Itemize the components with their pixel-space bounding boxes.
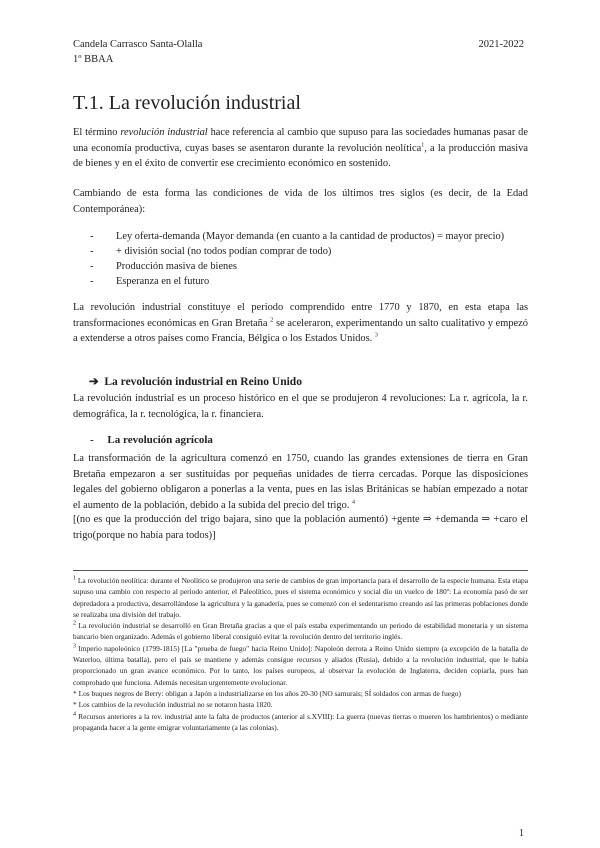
period-text-start: La revolución industrial constituye el periodo comprendido entre 1770 y 1870, en esta etapa las transformaciones económicas en Gran Bretaña (73, 302, 528, 329)
footnotes (73, 575, 528, 733)
footnote-number: 2 (73, 620, 76, 627)
footnote-number: 4 (73, 711, 76, 718)
bullet-text: + división social (no todos podían comprar de todo) (116, 246, 332, 257)
intro-text-start: El término (73, 127, 118, 138)
agricultural-text: La transformación de la agricultura comenzó en 1750, cuando las grandes extensiones de tierra en Gran Bretaña empezaron a ser sustituidas por pequeñas unidades de tierra cercadas. Porque las disposiciones legales del gobierno obligaron a ponerlas a la venta, pues en las islas Británicas se habían empezado a notar el aumento de la población, debido a la subida del precio del trigo. (73, 453, 528, 511)
intro-text-mid: hace referencia al cambio que supuso para las sociedades humanas pasar de una economía productiva, cuyas bases se asentaron durante la revolución neolítica (73, 127, 528, 154)
bullet-text: Producción masiva de bienes (116, 261, 237, 272)
bullet-text: Ley oferta-demanda (Mayor demanda (en cuanto a la cantidad de productos) = mayor precio) (116, 231, 505, 242)
footnote (73, 620, 528, 643)
footnote (73, 688, 528, 699)
footnote (73, 575, 528, 620)
list-item (90, 259, 530, 275)
footnote-ref[interactable]: 1 (421, 142, 425, 149)
list-item (90, 229, 530, 245)
arrow-icon: ➔ (89, 376, 99, 388)
list-item (90, 244, 530, 260)
footnote-text: Los buques negros de Berry: obligan a Japón a industrializarse en los años 20-30 (NO samurais; SÍ soldados con armas de fuego) (78, 688, 461, 698)
page-title: T.1. La revolución industrial (73, 92, 301, 114)
bullet-dash: - (90, 231, 94, 242)
footnote (73, 643, 528, 688)
intro-paragraph-2: Cambiando de esta forma las condiciones de vida de los últimos tres siglos (es decir, de la Edad Contemporánea): (73, 188, 528, 215)
footnote-number: 1 (73, 575, 76, 582)
period-paragraph (73, 300, 528, 347)
agricultural-paragraph (73, 451, 528, 513)
footnote-text: La revolución neolítica: durante el Neolítico se produjeron una serie de cambios de gran importancia para el desarrollo de la especie humana. Esta etapa supuso una cambio con respecto al periodo anterior, el Paleolítico, pues el sistema económico y social dio un vuelco de 180º: La economía pasó de ser depredadora a productiva, desarrollándose la agricultura y la ganadería, pues se comenzó con el sedentarismo creando así las primeras poblaciones donde se realizaba una división del trabajo. (73, 576, 528, 619)
footnote (73, 699, 528, 710)
footnote-ref[interactable]: 2 (270, 317, 274, 324)
period-text-end: se aceleraron, experimentando un salto cualitativo y empezó a extenderse a otros países como Francia, Bélgica o los Estados Unidos. (73, 317, 528, 344)
footnote-text: Los cambios de la revolución industrial no se notaron hasta 1820. (78, 700, 273, 710)
intro-paragraph (73, 125, 528, 172)
bullet-dash: - (90, 261, 94, 272)
author-name: Candela Carrasco Santa-Olalla (73, 39, 203, 50)
footnote-number: * (73, 688, 77, 698)
footnote-divider (73, 570, 528, 571)
academic-year: 2021-2022 (478, 39, 524, 50)
subsection-heading-text: La revolución agrícola (107, 434, 213, 446)
footnote-text: Imperio napoleónico (1799-1815) [La "prueba de fuego" hacia Reino Unido]: Napoleón derrota a Reino Unido siempre (a excepción de la batalla de Waterloo, última batalla), pero el país se mantiene y además consigue recursos y aliados (Rusia), debido a la revolución industrial, que le había proporcionado un gran avance económico. Por lo tanto, los países europeos, al observar la evolución de Inglaterra, deciden copiarla, pues han comprobado que funciona. Además necesitan urgentemente evolucionar. (73, 643, 528, 687)
footnote-number: * (73, 700, 77, 710)
footnote-text: Recursos anteriores a la rev. industrial ante la falta de productos (anterior al s.XVIII): La guerra (nuevas tierras o mueren los hambrientos) o mediante propaganda hacer a la gente emigrar voluntariamente (a las colonias). (73, 711, 528, 732)
section-heading-text: La revolución industrial en Reino Unido (104, 376, 302, 388)
bracket-note: [(no es que la producción del trigo bajara, sino que la población aumentó) +gente ⇒ +demanda ⇒ +caro el trigo(porque no había para todos)] (73, 514, 528, 541)
bullet-dash: - (90, 246, 94, 257)
intro-term: revolución industrial (120, 127, 208, 138)
footnote (73, 711, 528, 734)
footnote-ref[interactable]: 3 (374, 332, 378, 339)
bullet-dash: - (90, 434, 94, 446)
bullet-text: Esperanza en el futuro (116, 276, 210, 287)
page-number: 1 (519, 828, 524, 839)
subsection-heading (90, 434, 213, 446)
section-paragraph: La revolución industrial es un proceso histórico en el que se produjeron 4 revoluciones: La r. agrícola, la r. demográfica, la r. tecnológica, la r. financiera. (73, 393, 528, 420)
intro-text-end: , a la producción masiva de bienes y en el éxito de convertir ese crecimiento económico en sostenido. (73, 142, 528, 169)
footnote-text: La revolución industrial se desarrolló en Gran Bretaña gracias a que el país estaba experimentando un periodo de estabilidad monetaria y un sistema bancario bien organizado. Además el gobierno liberal consiguió evitar la revolución dentro del territorio inglés. (73, 621, 529, 642)
footnote-number: 3 (73, 643, 76, 650)
course-label: 1º BBAA (73, 54, 114, 65)
bullet-dash: - (90, 276, 94, 287)
footnote-ref[interactable]: 4 (352, 499, 356, 506)
list-item (90, 274, 530, 290)
section-heading (89, 374, 302, 388)
